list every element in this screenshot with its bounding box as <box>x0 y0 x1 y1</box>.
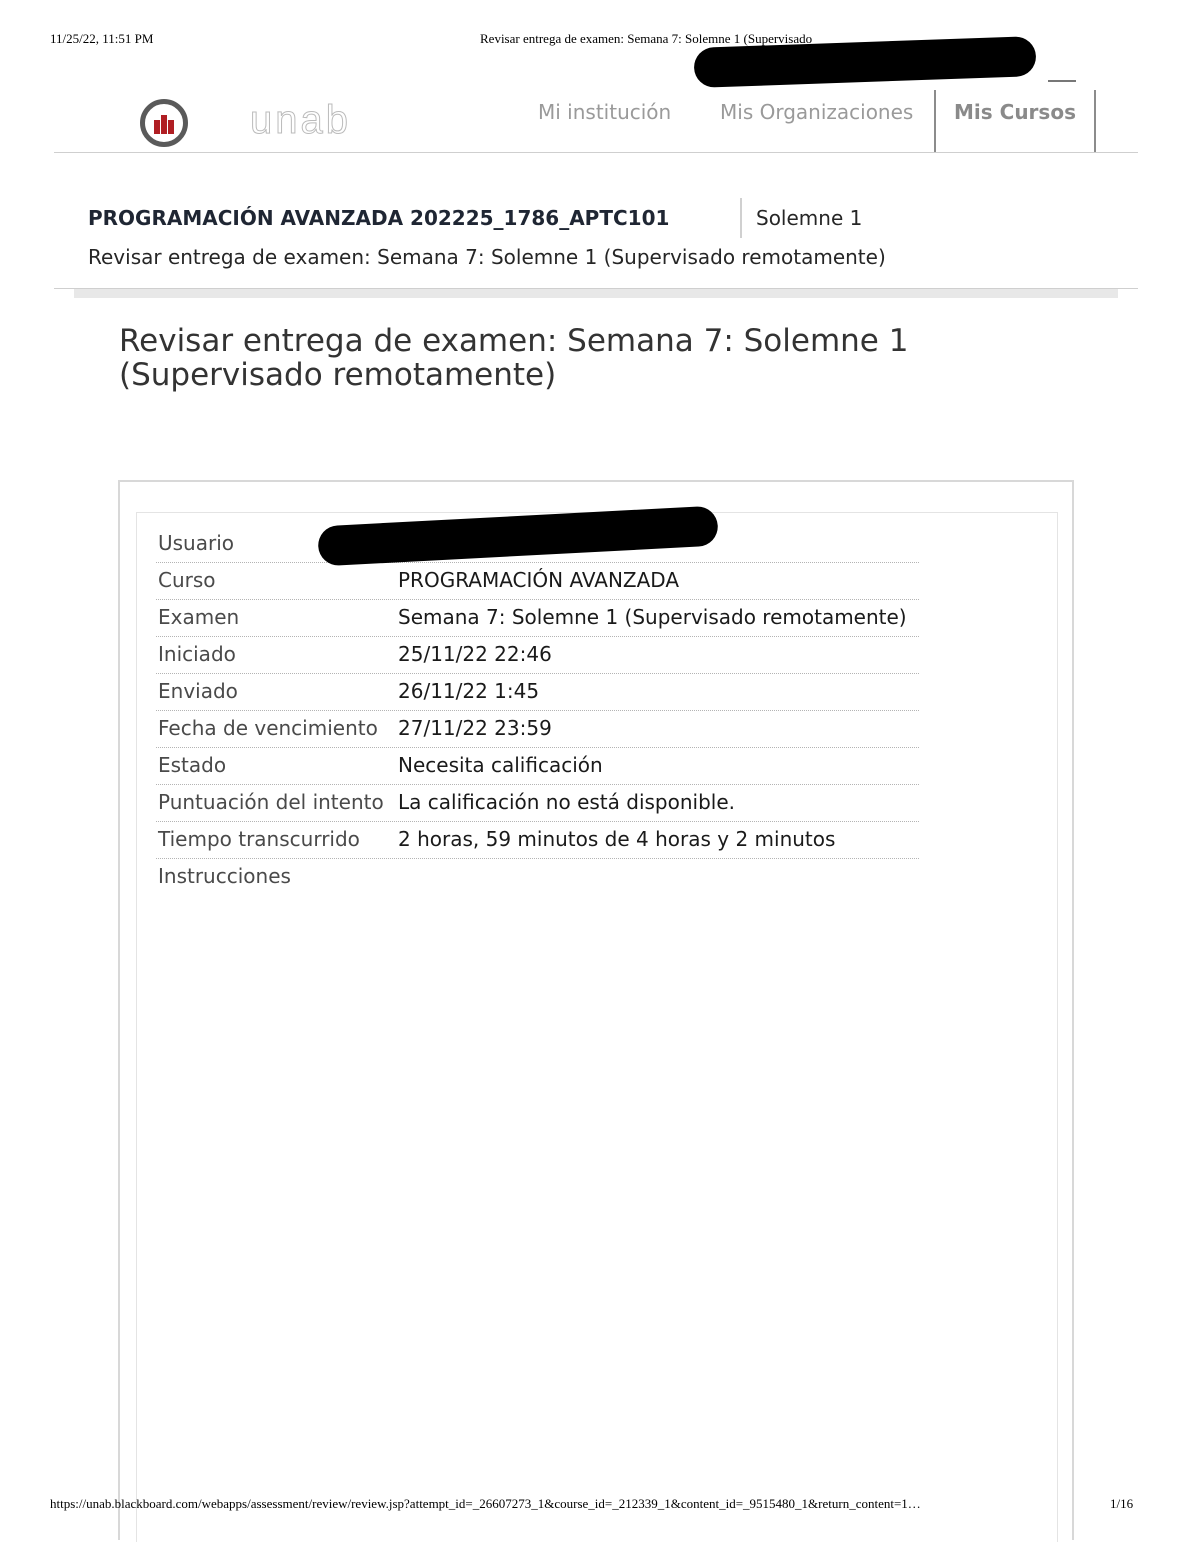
nav-indicator <box>1048 80 1076 82</box>
detail-value: 2 horas, 59 minutos de 4 horas y 2 minutos <box>398 827 836 851</box>
breadcrumb-course[interactable]: PROGRAMACIÓN AVANZADA 202225_1786_APTC101 <box>88 206 670 230</box>
nav-mis-cursos[interactable]: Mis Cursos <box>934 90 1096 152</box>
detail-label: Puntuación del intento <box>158 790 384 814</box>
detail-label: Curso <box>158 568 216 592</box>
top-navigation <box>54 90 1138 153</box>
breadcrumb-divider <box>740 198 742 238</box>
attempt-details <box>156 526 919 895</box>
detail-row-tiempo <box>156 822 919 859</box>
detail-row-enviado <box>156 674 919 711</box>
detail-row-curso <box>156 563 919 600</box>
detail-label: Fecha de vencimiento <box>158 716 378 740</box>
detail-row-iniciado <box>156 637 919 674</box>
print-doc-title: Revisar entrega de examen: Semana 7: Solemne 1 (Supervisado <box>480 31 813 46</box>
breadcrumb-solemne[interactable]: Solemne 1 <box>756 206 863 230</box>
nav-mis-organizaciones[interactable]: Mis Organizaciones <box>720 100 914 124</box>
detail-label: Instrucciones <box>158 864 291 888</box>
detail-label: Usuario <box>158 531 235 555</box>
university-seal-icon[interactable] <box>140 99 188 147</box>
detail-label: Enviado <box>158 679 238 703</box>
detail-row-examen <box>156 600 919 637</box>
detail-value: Necesita calificación <box>398 753 603 777</box>
print-url: https://unab.blackboard.com/webapps/assessment/review/review.jsp?attempt_id=_26607273_1&course_id=_212339_1&content_id=_9515480_1&return_content=1… <box>50 1496 921 1511</box>
detail-value: 26/11/22 1:45 <box>398 679 540 703</box>
detail-label: Examen <box>158 605 240 629</box>
detail-row-instrucciones <box>156 859 919 895</box>
breadcrumb-current-page: Revisar entrega de examen: Semana 7: Solemne 1 (Supervisado remotamente) <box>88 245 886 269</box>
detail-label: Estado <box>158 753 227 777</box>
breadcrumb-shadow <box>74 289 1118 298</box>
nav-mi-institucion[interactable]: Mi institución <box>538 100 672 124</box>
detail-label: Tiempo transcurrido <box>158 827 360 851</box>
print-page-number: 1/16 <box>1110 1496 1134 1511</box>
detail-row-estado <box>156 748 919 785</box>
detail-value: PROGRAMACIÓN AVANZADA <box>398 568 680 592</box>
detail-value: 27/11/22 23:59 <box>398 716 552 740</box>
detail-row-puntuacion <box>156 785 919 822</box>
detail-label: Iniciado <box>158 642 236 666</box>
detail-row-fecha-vencimiento <box>156 711 919 748</box>
logo-wordmark[interactable]: unab <box>250 98 351 142</box>
breadcrumb <box>54 180 1138 289</box>
print-datetime: 11/25/22, 11:51 PM <box>50 31 154 46</box>
detail-value: La calificación no está disponible. <box>398 790 735 814</box>
detail-value: 25/11/22 22:46 <box>398 642 552 666</box>
detail-value: Semana 7: Solemne 1 (Supervisado remotamente) <box>398 605 907 629</box>
page-title: Revisar entrega de examen: Semana 7: Solemne 1 (Supervisado remotamente) <box>119 323 909 393</box>
